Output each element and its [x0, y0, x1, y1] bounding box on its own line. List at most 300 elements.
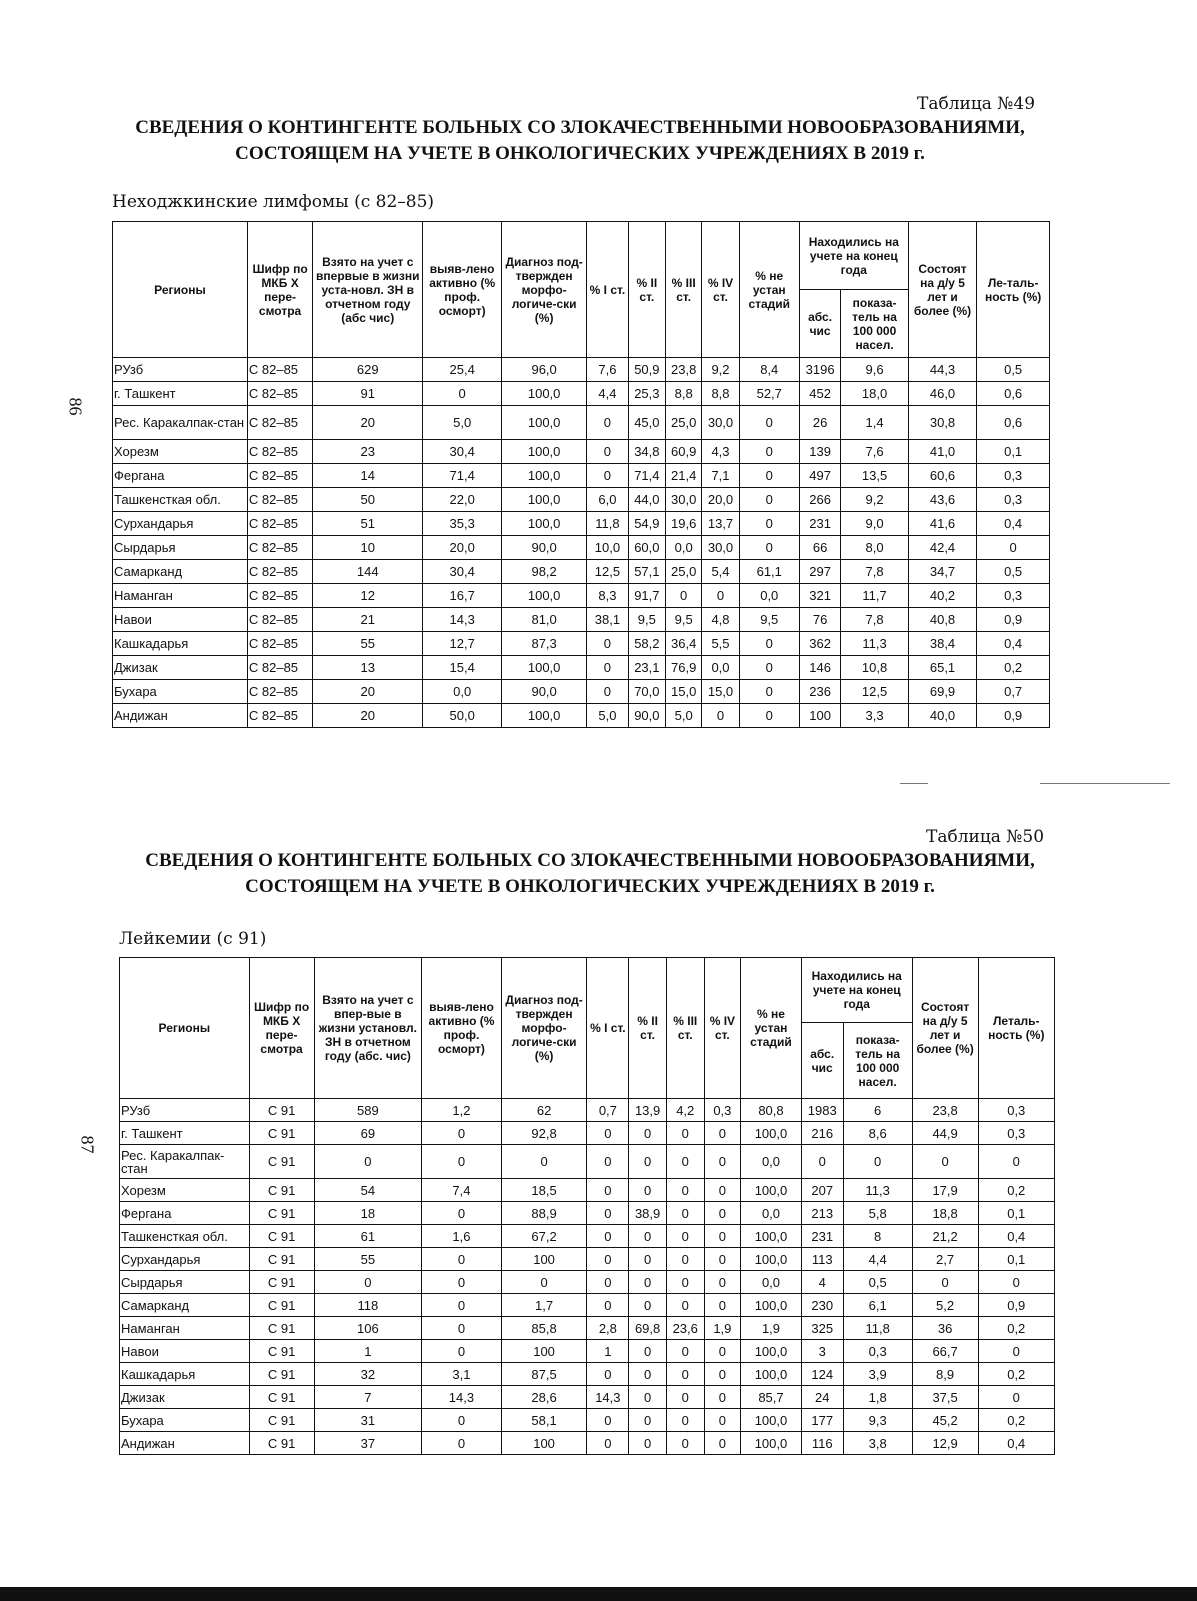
value-cell: 44,0	[628, 488, 665, 512]
value-cell: 0	[587, 680, 629, 704]
value-cell: 0	[702, 704, 739, 728]
value-cell: 71,4	[423, 464, 502, 488]
table-row	[120, 1340, 1055, 1363]
value-cell: 100,0	[741, 1122, 802, 1145]
table-50-title-line1: СВЕДЕНИЯ О КОНТИНГЕНТЕ БОЛЬНЫХ СО ЗЛОКАЧЕСТВЕННЫМИ НОВООБРАЗОВАНИЯМИ,	[145, 850, 1035, 871]
table-49-subtitle: Неходжкинские лимфомы (с 82–85)	[112, 192, 435, 212]
value-cell: 116	[801, 1432, 843, 1455]
value-cell: 1,7	[501, 1294, 587, 1317]
value-cell: 0,2	[978, 1409, 1054, 1432]
header-no-stage: % не устан стадий	[739, 222, 799, 358]
table-row	[113, 440, 1050, 464]
value-cell: 629	[313, 358, 423, 382]
value-cell: 0,3	[977, 488, 1050, 512]
value-cell: 6,0	[587, 488, 629, 512]
region-cell: Кашкадарья	[113, 632, 248, 656]
code-cell: С 82–85	[247, 608, 312, 632]
value-cell: 100,0	[502, 440, 587, 464]
value-cell: 0	[587, 464, 629, 488]
region-cell: Кашкадарья	[120, 1363, 250, 1386]
value-cell: 1	[314, 1340, 422, 1363]
value-cell: 0	[587, 440, 629, 464]
value-cell: 51	[313, 512, 423, 536]
value-cell: 30,0	[666, 488, 702, 512]
value-cell: 497	[799, 464, 841, 488]
table-row	[120, 1248, 1055, 1271]
value-cell: 90,0	[628, 704, 665, 728]
value-cell: 1983	[801, 1099, 843, 1122]
table-row	[120, 1225, 1055, 1248]
value-cell: 0	[422, 1248, 501, 1271]
header-on-register: Находились на учете на конец года	[801, 958, 912, 1023]
region-cell: Навои	[113, 608, 248, 632]
header-taken: Взято на учет с впервые в жизни уста-новл. ЗН в отчетном году (абс чис)	[313, 222, 423, 358]
code-cell: С 91	[249, 1432, 314, 1455]
value-cell: 0	[501, 1145, 587, 1179]
value-cell: 61,1	[739, 560, 799, 584]
header-abs: абс. чис	[799, 290, 841, 358]
value-cell: 0	[704, 1409, 741, 1432]
header-stage-2: % II ст.	[629, 958, 667, 1099]
value-cell: 0	[666, 1271, 704, 1294]
header-rate: показа-тель на 100 000 насел.	[841, 290, 908, 358]
value-cell: 2,8	[587, 1317, 629, 1340]
value-cell: 67,2	[501, 1225, 587, 1248]
value-cell: 100	[799, 704, 841, 728]
code-cell: С 91	[249, 1202, 314, 1225]
value-cell: 4,2	[666, 1099, 704, 1122]
value-cell: 0,0	[423, 680, 502, 704]
value-cell: 37	[314, 1432, 422, 1455]
value-cell: 144	[313, 560, 423, 584]
value-cell: 10,8	[841, 656, 908, 680]
value-cell: 1,2	[422, 1099, 501, 1122]
value-cell: 266	[799, 488, 841, 512]
value-cell: 9,5	[739, 608, 799, 632]
value-cell: 100,0	[502, 584, 587, 608]
value-cell: 0,6	[977, 382, 1050, 406]
value-cell: 52,7	[739, 382, 799, 406]
value-cell: 35,3	[423, 512, 502, 536]
value-cell: 38,1	[587, 608, 629, 632]
value-cell: 0	[629, 1294, 667, 1317]
value-cell: 76	[799, 608, 841, 632]
table-row	[113, 488, 1050, 512]
value-cell: 85,7	[741, 1386, 802, 1409]
table-49-title-line2: СОСТОЯЩЕМ НА УЧЕТЕ В ОНКОЛОГИЧЕСКИХ УЧРЕЖДЕНИЯХ В 2019 г.	[235, 143, 925, 164]
value-cell: 15,0	[702, 680, 739, 704]
header-active: выяв-лено активно (% проф. осморт)	[422, 958, 501, 1099]
value-cell: 146	[799, 656, 841, 680]
value-cell: 80,8	[741, 1099, 802, 1122]
value-cell: 0	[666, 1409, 704, 1432]
value-cell: 9,5	[666, 608, 702, 632]
header-stage-2: % II ст.	[628, 222, 665, 358]
code-cell: С 82–85	[247, 358, 312, 382]
code-cell: С 91	[249, 1248, 314, 1271]
value-cell: 0	[314, 1271, 422, 1294]
value-cell: 100,0	[502, 512, 587, 536]
value-cell: 0	[704, 1248, 741, 1271]
value-cell: 0,3	[843, 1340, 912, 1363]
value-cell: 0	[704, 1202, 741, 1225]
header-regions: Регионы	[113, 222, 248, 358]
value-cell: 0	[422, 1432, 501, 1455]
header-code: Шифр по МКБ Х пере-смотра	[249, 958, 314, 1099]
value-cell: 13,9	[629, 1099, 667, 1122]
value-cell: 0	[666, 1386, 704, 1409]
value-cell: 5,0	[423, 406, 502, 440]
value-cell: 100,0	[502, 704, 587, 728]
value-cell: 0	[666, 1340, 704, 1363]
region-cell: Навои	[120, 1340, 250, 1363]
value-cell: 124	[801, 1363, 843, 1386]
value-cell: 87,3	[502, 632, 587, 656]
value-cell: 58,1	[501, 1409, 587, 1432]
value-cell: 5,2	[912, 1294, 978, 1317]
divider-line	[900, 783, 928, 784]
value-cell: 0	[843, 1145, 912, 1179]
value-cell: 100,0	[741, 1409, 802, 1432]
value-cell: 7,6	[587, 358, 629, 382]
value-cell: 0	[314, 1145, 422, 1179]
header-abs: абс. чис	[801, 1023, 843, 1099]
value-cell: 7,1	[702, 464, 739, 488]
value-cell: 34,8	[628, 440, 665, 464]
value-cell: 0	[629, 1409, 667, 1432]
value-cell: 8,3	[587, 584, 629, 608]
table-50-title-line2: СОСТОЯЩЕМ НА УЧЕТЕ В ОНКОЛОГИЧЕСКИХ УЧРЕЖДЕНИЯХ В 2019 г.	[245, 876, 935, 897]
value-cell: 0	[629, 1432, 667, 1455]
value-cell: 0	[666, 1294, 704, 1317]
value-cell: 7,4	[422, 1179, 501, 1202]
value-cell: 100,0	[741, 1248, 802, 1271]
value-cell: 60,6	[908, 464, 976, 488]
region-cell: Андижан	[113, 704, 248, 728]
header-diagnosis: Диагноз под-твержден морфо-логиче-ски (%)	[501, 958, 587, 1099]
code-cell: С 91	[249, 1409, 314, 1432]
value-cell: 65,1	[908, 656, 976, 680]
value-cell: 41,6	[908, 512, 976, 536]
value-cell: 0	[801, 1145, 843, 1179]
value-cell: 55	[313, 632, 423, 656]
value-cell: 38,4	[908, 632, 976, 656]
value-cell: 0	[912, 1145, 978, 1179]
value-cell: 0,1	[977, 440, 1050, 464]
value-cell: 0,1	[978, 1248, 1054, 1271]
value-cell: 92,8	[501, 1122, 587, 1145]
table-row	[120, 1122, 1055, 1145]
value-cell: 0,9	[978, 1294, 1054, 1317]
value-cell: 0	[666, 1202, 704, 1225]
value-cell: 4,8	[702, 608, 739, 632]
value-cell: 0	[666, 1145, 704, 1179]
table-row	[113, 704, 1050, 728]
value-cell: 30,8	[908, 406, 976, 440]
value-cell: 0,0	[666, 536, 702, 560]
region-cell: Хорезм	[120, 1179, 250, 1202]
page-number-87: 87	[77, 1135, 98, 1154]
table-row	[120, 1363, 1055, 1386]
value-cell: 0	[978, 1145, 1054, 1179]
value-cell: 139	[799, 440, 841, 464]
value-cell: 8,0	[841, 536, 908, 560]
table-50-title	[110, 848, 1070, 908]
value-cell: 0	[739, 488, 799, 512]
value-cell: 12,7	[423, 632, 502, 656]
value-cell: 24	[801, 1386, 843, 1409]
value-cell: 213	[801, 1202, 843, 1225]
value-cell: 6,1	[843, 1294, 912, 1317]
value-cell: 0	[587, 1363, 629, 1386]
value-cell: 7,8	[841, 560, 908, 584]
header-active: выяв-лено активно (% проф. осморт)	[423, 222, 502, 358]
region-cell: Рес. Каракалпак-стан	[120, 1145, 250, 1179]
value-cell: 100	[501, 1340, 587, 1363]
value-cell: 21,4	[666, 464, 702, 488]
value-cell: 0,2	[977, 656, 1050, 680]
header-no-stage: % не устан стадий	[741, 958, 802, 1099]
header-stage-1: % I ст.	[587, 958, 629, 1099]
value-cell: 0,5	[843, 1271, 912, 1294]
value-cell: 0	[666, 1363, 704, 1386]
value-cell: 0	[587, 632, 629, 656]
header-on-register: Находились на учете на конец года	[799, 222, 908, 290]
value-cell: 10	[313, 536, 423, 560]
region-cell: Сурхандарья	[120, 1248, 250, 1271]
value-cell: 30,0	[702, 536, 739, 560]
code-cell: С 82–85	[247, 464, 312, 488]
value-cell: 23,6	[666, 1317, 704, 1340]
value-cell: 0	[423, 382, 502, 406]
value-cell: 0	[587, 656, 629, 680]
value-cell: 0,4	[977, 512, 1050, 536]
value-cell: 0	[629, 1179, 667, 1202]
region-cell: Сырдарья	[120, 1271, 250, 1294]
value-cell: 0	[587, 1122, 629, 1145]
value-cell: 0	[629, 1340, 667, 1363]
code-cell: С 91	[249, 1386, 314, 1409]
value-cell: 118	[314, 1294, 422, 1317]
value-cell: 38,9	[629, 1202, 667, 1225]
value-cell: 0	[587, 1145, 629, 1179]
value-cell: 1,4	[841, 406, 908, 440]
code-cell: С 82–85	[247, 656, 312, 680]
value-cell: 4,4	[843, 1248, 912, 1271]
table-50-label: Таблица №50	[926, 827, 1045, 847]
value-cell: 22,0	[423, 488, 502, 512]
value-cell: 25,0	[666, 560, 702, 584]
value-cell: 0	[629, 1248, 667, 1271]
table-row	[120, 1099, 1055, 1122]
value-cell: 20	[313, 680, 423, 704]
value-cell: 18,8	[912, 1202, 978, 1225]
table-49	[112, 221, 1050, 728]
region-cell: Бухара	[120, 1409, 250, 1432]
value-cell: 1,8	[843, 1386, 912, 1409]
region-cell: Наманган	[113, 584, 248, 608]
value-cell: 8,4	[739, 358, 799, 382]
value-cell: 325	[801, 1317, 843, 1340]
value-cell: 0	[587, 1179, 629, 1202]
region-cell: Самарканд	[120, 1294, 250, 1317]
value-cell: 5,4	[702, 560, 739, 584]
page-number-86: 86	[65, 397, 86, 416]
value-cell: 81,0	[502, 608, 587, 632]
value-cell: 100,0	[502, 382, 587, 406]
value-cell: 18,5	[501, 1179, 587, 1202]
value-cell: 54,9	[628, 512, 665, 536]
region-cell: г. Ташкент	[113, 382, 248, 406]
value-cell: 45,2	[912, 1409, 978, 1432]
code-cell: С 91	[249, 1225, 314, 1248]
value-cell: 0,5	[977, 358, 1050, 382]
header-regions: Регионы	[120, 958, 250, 1099]
divider-line	[1040, 783, 1170, 784]
value-cell: 37,5	[912, 1386, 978, 1409]
value-cell: 0,3	[977, 464, 1050, 488]
table-49-title	[100, 115, 1060, 175]
table-row	[113, 464, 1050, 488]
value-cell: 13	[313, 656, 423, 680]
value-cell: 9,2	[702, 358, 739, 382]
code-cell: С 91	[249, 1122, 314, 1145]
value-cell: 8,6	[843, 1122, 912, 1145]
table-row	[120, 1145, 1055, 1179]
value-cell: 21	[313, 608, 423, 632]
value-cell: 7,6	[841, 440, 908, 464]
value-cell: 66	[799, 536, 841, 560]
table-row	[120, 1294, 1055, 1317]
table-row	[120, 1432, 1055, 1455]
value-cell: 5,5	[702, 632, 739, 656]
value-cell: 46,0	[908, 382, 976, 406]
value-cell: 0	[704, 1432, 741, 1455]
value-cell: 54	[314, 1179, 422, 1202]
code-cell: С 82–85	[247, 512, 312, 536]
value-cell: 50	[313, 488, 423, 512]
table-row	[113, 382, 1050, 406]
value-cell: 0,3	[704, 1099, 741, 1122]
value-cell: 18,0	[841, 382, 908, 406]
table-row	[113, 656, 1050, 680]
value-cell: 12,9	[912, 1432, 978, 1455]
value-cell: 14,3	[422, 1386, 501, 1409]
value-cell: 71,4	[628, 464, 665, 488]
value-cell: 50,0	[423, 704, 502, 728]
value-cell: 100,0	[741, 1294, 802, 1317]
header-stage-3: % III ст.	[666, 958, 704, 1099]
value-cell: 3,3	[841, 704, 908, 728]
value-cell: 100,0	[741, 1179, 802, 1202]
value-cell: 9,6	[841, 358, 908, 382]
value-cell: 0,9	[977, 608, 1050, 632]
value-cell: 0,3	[978, 1099, 1054, 1122]
value-cell: 20	[313, 406, 423, 440]
value-cell: 55	[314, 1248, 422, 1271]
table-row	[120, 1179, 1055, 1202]
table-row	[113, 358, 1050, 382]
value-cell: 60,9	[666, 440, 702, 464]
code-cell: С 82–85	[247, 680, 312, 704]
value-cell: 60,0	[628, 536, 665, 560]
value-cell: 0	[702, 584, 739, 608]
value-cell: 216	[801, 1122, 843, 1145]
code-cell: С 82–85	[247, 584, 312, 608]
header-stage-3: % III ст.	[666, 222, 702, 358]
value-cell: 42,4	[908, 536, 976, 560]
value-cell: 9,3	[843, 1409, 912, 1432]
value-cell: 0	[422, 1409, 501, 1432]
value-cell: 23,1	[628, 656, 665, 680]
value-cell: 0	[587, 1409, 629, 1432]
value-cell: 3,1	[422, 1363, 501, 1386]
value-cell: 113	[801, 1248, 843, 1271]
value-cell: 1,9	[704, 1317, 741, 1340]
value-cell: 0,6	[977, 406, 1050, 440]
value-cell: 50,9	[628, 358, 665, 382]
value-cell: 16,7	[423, 584, 502, 608]
value-cell: 0,4	[978, 1432, 1054, 1455]
value-cell: 0	[704, 1225, 741, 1248]
value-cell: 0	[629, 1386, 667, 1409]
value-cell: 0	[629, 1363, 667, 1386]
value-cell: 5,0	[587, 704, 629, 728]
value-cell: 7	[314, 1386, 422, 1409]
value-cell: 14	[313, 464, 423, 488]
value-cell: 8,8	[702, 382, 739, 406]
value-cell: 15,0	[666, 680, 702, 704]
code-cell: С 91	[249, 1099, 314, 1122]
value-cell: 87,5	[501, 1363, 587, 1386]
value-cell: 9,5	[628, 608, 665, 632]
value-cell: 23	[313, 440, 423, 464]
value-cell: 20,0	[702, 488, 739, 512]
value-cell: 0	[666, 1432, 704, 1455]
code-cell: С 91	[249, 1363, 314, 1386]
value-cell: 5,8	[843, 1202, 912, 1225]
value-cell: 0	[629, 1145, 667, 1179]
value-cell: 1,9	[741, 1317, 802, 1340]
value-cell: 3196	[799, 358, 841, 382]
value-cell: 0	[977, 536, 1050, 560]
value-cell: 25,0	[666, 406, 702, 440]
value-cell: 0	[704, 1363, 741, 1386]
value-cell: 100,0	[741, 1432, 802, 1455]
value-cell: 0	[422, 1202, 501, 1225]
value-cell: 40,8	[908, 608, 976, 632]
value-cell: 297	[799, 560, 841, 584]
table-row	[113, 406, 1050, 440]
code-cell: С 82–85	[247, 382, 312, 406]
value-cell: 20,0	[423, 536, 502, 560]
value-cell: 17,9	[912, 1179, 978, 1202]
header-five-years: Состоят на д/у 5 лет и более (%)	[912, 958, 978, 1099]
value-cell: 3,9	[843, 1363, 912, 1386]
value-cell: 0	[704, 1145, 741, 1179]
value-cell: 9,2	[841, 488, 908, 512]
value-cell: 40,0	[908, 704, 976, 728]
value-cell: 57,1	[628, 560, 665, 584]
table-row	[120, 1386, 1055, 1409]
value-cell: 0,2	[978, 1317, 1054, 1340]
value-cell: 69,9	[908, 680, 976, 704]
page-bottom-edge	[0, 1587, 1197, 1601]
code-cell: С 82–85	[247, 406, 312, 440]
value-cell: 11,7	[841, 584, 908, 608]
header-lethality: Ле-таль-ность (%)	[977, 222, 1050, 358]
value-cell: 0	[739, 406, 799, 440]
